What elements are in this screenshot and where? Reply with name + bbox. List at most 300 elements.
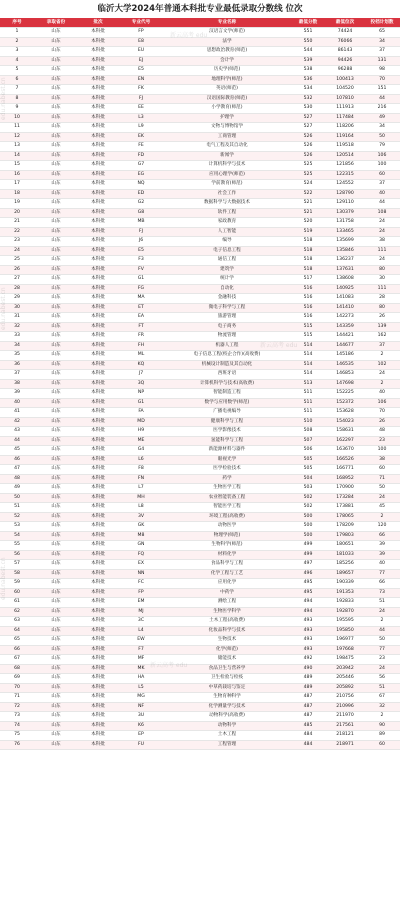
table-cell: 487 <box>290 702 326 712</box>
table-cell: L9 <box>118 123 164 133</box>
table-cell: 山东 <box>34 569 78 579</box>
table-cell: 147698 <box>326 379 364 389</box>
table-cell: 本科批 <box>78 246 118 256</box>
table-cell: 513 <box>290 379 326 389</box>
table-cell: F8 <box>118 465 164 475</box>
table-cell: 山东 <box>34 484 78 494</box>
table-cell: 山东 <box>34 731 78 741</box>
table-cell: 43 <box>0 427 34 437</box>
table-cell: G7 <box>118 161 164 171</box>
table-cell: 86143 <box>326 47 364 57</box>
table-cell: 2 <box>364 712 400 722</box>
table-row <box>0 113 400 123</box>
table-cell: 57 <box>0 560 34 570</box>
table-cell: 73 <box>0 712 34 722</box>
table-cell: 19 <box>0 199 34 209</box>
table-cell: 本科批 <box>78 398 118 408</box>
table-cell: G1 <box>118 275 164 285</box>
table-cell: 山东 <box>34 550 78 560</box>
table-cell: 96288 <box>326 66 364 76</box>
table-cell: 500 <box>290 522 326 532</box>
table-cell: 47 <box>0 465 34 475</box>
table-cell: F7 <box>118 645 164 655</box>
table-cell: 536 <box>290 75 326 85</box>
table-cell: 166526 <box>326 455 364 465</box>
table-cell: 518 <box>290 256 326 266</box>
table-row <box>0 322 400 332</box>
table-cell: 化学测量学与技术 <box>164 702 290 712</box>
table-cell: KQ <box>118 360 164 370</box>
table-cell: 山东 <box>34 664 78 674</box>
table-body <box>0 28 400 750</box>
table-cell: 本科批 <box>78 47 118 57</box>
table-row <box>0 446 400 456</box>
table-cell: 24 <box>0 246 34 256</box>
table-cell: 71 <box>0 693 34 703</box>
table-row <box>0 541 400 551</box>
column-header: 序号 <box>0 18 34 28</box>
table-cell: 广播电视编导 <box>164 408 290 418</box>
table-cell: 山东 <box>34 493 78 503</box>
table-cell: FJ <box>118 94 164 104</box>
table-row <box>0 484 400 494</box>
table-cell: 山东 <box>34 265 78 275</box>
table-cell: 7 <box>0 85 34 95</box>
table-cell: 216 <box>364 104 400 114</box>
table-cell: EP <box>118 731 164 741</box>
table-cell: 550 <box>290 37 326 47</box>
table-cell: 108 <box>364 208 400 218</box>
table-cell: 统计学 <box>164 275 290 285</box>
table-cell: 山东 <box>34 113 78 123</box>
table-cell: 524 <box>290 180 326 190</box>
table-cell: MK <box>118 664 164 674</box>
table-row <box>0 455 400 465</box>
table-cell: 山东 <box>34 142 78 152</box>
table-row <box>0 408 400 418</box>
table-cell: EM <box>118 598 164 608</box>
watermark-site: edu.nabest.cn <box>0 557 7 600</box>
table-cell: 55 <box>0 541 34 551</box>
table-cell: 530 <box>290 104 326 114</box>
table-row <box>0 265 400 275</box>
table-cell: 49 <box>0 484 34 494</box>
table-row <box>0 427 400 437</box>
table-cell: 133465 <box>326 227 364 237</box>
table-cell: 42 <box>0 417 34 427</box>
table-row <box>0 341 400 351</box>
table-cell: 本科批 <box>78 161 118 171</box>
column-header: 专业代号 <box>118 18 164 28</box>
table-cell: 489 <box>290 674 326 684</box>
table-cell: 80 <box>364 265 400 275</box>
table-cell: 文物与博物馆学 <box>164 123 290 133</box>
table-cell: 492 <box>290 655 326 665</box>
table-cell: 机器人工程 <box>164 341 290 351</box>
table-cell: 4 <box>0 56 34 66</box>
table-cell: 69 <box>0 674 34 684</box>
table-row <box>0 28 400 38</box>
table-cell: 山东 <box>34 427 78 437</box>
table-cell: 本科批 <box>78 218 118 228</box>
table-cell: 152225 <box>326 389 364 399</box>
table-cell: 18 <box>0 189 34 199</box>
table-cell: 56 <box>0 550 34 560</box>
table-cell: 24 <box>364 370 400 380</box>
table-cell: 本科批 <box>78 189 118 199</box>
table-row <box>0 132 400 142</box>
table-cell: 140925 <box>326 284 364 294</box>
table-cell: 493 <box>290 645 326 655</box>
table-cell: 37 <box>364 180 400 190</box>
table-cell: 106 <box>364 398 400 408</box>
table-row <box>0 161 400 171</box>
table-cell: 514 <box>290 351 326 361</box>
table-cell: 生物医学科学 <box>164 607 290 617</box>
table-cell: 30 <box>364 275 400 285</box>
table-cell: L7 <box>118 484 164 494</box>
table-cell: 本科批 <box>78 560 118 570</box>
table-cell: 本科批 <box>78 664 118 674</box>
table-cell: FD <box>118 151 164 161</box>
table-cell: MG <box>118 693 164 703</box>
table-cell: 144677 <box>326 341 364 351</box>
table-cell: 24 <box>364 218 400 228</box>
table-row <box>0 360 400 370</box>
table-cell: 本科批 <box>78 56 118 66</box>
table-cell: 护理学 <box>164 113 290 123</box>
table-cell: 山东 <box>34 721 78 731</box>
table-cell: 山东 <box>34 702 78 712</box>
table-row <box>0 256 400 266</box>
table-cell: 490 <box>290 664 326 674</box>
table-cell: 山东 <box>34 66 78 76</box>
table-row <box>0 389 400 399</box>
table-cell: 139 <box>364 322 400 332</box>
table-cell: 工商管理 <box>164 132 290 142</box>
table-row <box>0 417 400 427</box>
table-cell: 503 <box>290 484 326 494</box>
table-cell: FN <box>118 474 164 484</box>
table-row <box>0 683 400 693</box>
table-cell: G4 <box>118 446 164 456</box>
table-row <box>0 721 400 731</box>
table-cell: 本科批 <box>78 702 118 712</box>
table-cell: 本科批 <box>78 132 118 142</box>
table-cell: 117484 <box>326 113 364 123</box>
table-cell: 本科批 <box>78 275 118 285</box>
table-cell: 食品卫生与营养学 <box>164 664 290 674</box>
table-cell: 本科批 <box>78 322 118 332</box>
table-cell: 34 <box>0 341 34 351</box>
table-cell: M8 <box>118 531 164 541</box>
table-cell: 英语(师范) <box>164 85 290 95</box>
table-cell: 79 <box>364 142 400 152</box>
table-cell: 本科批 <box>78 28 118 38</box>
table-cell: 生物科学(师范) <box>164 541 290 551</box>
table-cell: 44 <box>364 626 400 636</box>
table-cell: 机械设计制造及其自动化 <box>164 360 290 370</box>
table-cell: 36 <box>0 360 34 370</box>
table-cell: 40 <box>364 389 400 399</box>
table-cell: 66 <box>0 645 34 655</box>
table-cell: 本科批 <box>78 389 118 399</box>
table-cell: 山东 <box>34 370 78 380</box>
table-cell: 49 <box>364 113 400 123</box>
table-cell: 山东 <box>34 47 78 57</box>
table-cell: 山东 <box>34 474 78 484</box>
table-cell: 516 <box>290 303 326 313</box>
table-cell: EG <box>118 170 164 180</box>
table-cell: 汉语国际教育(师范) <box>164 94 290 104</box>
table-row <box>0 151 400 161</box>
watermark-site: edu.nabest.cn <box>0 77 7 120</box>
table-row <box>0 142 400 152</box>
table-row <box>0 94 400 104</box>
table-cell: L4 <box>118 626 164 636</box>
table-row <box>0 617 400 627</box>
table-cell: 通信工程 <box>164 256 290 266</box>
table-cell: 本科批 <box>78 436 118 446</box>
table-cell: 44 <box>364 199 400 209</box>
table-cell: 物流管理 <box>164 332 290 342</box>
table-cell: 189657 <box>326 569 364 579</box>
table-cell: 534 <box>290 85 326 95</box>
table-cell: 23 <box>364 436 400 446</box>
table-cell: 29 <box>0 294 34 304</box>
table-cell: 本科批 <box>78 256 118 266</box>
table-cell: 本科批 <box>78 170 118 180</box>
table-cell: 493 <box>290 617 326 627</box>
table-cell: 材料化学 <box>164 550 290 560</box>
table-cell: 521 <box>290 199 326 209</box>
table-cell: 本科批 <box>78 626 118 636</box>
table-cell: 环境工程(高收费) <box>164 512 290 522</box>
table-cell: 516 <box>290 284 326 294</box>
table-cell: EW <box>118 636 164 646</box>
table-cell: G2 <box>118 199 164 209</box>
table-row <box>0 275 400 285</box>
table-cell: FE <box>118 142 164 152</box>
table-cell: 70 <box>0 683 34 693</box>
table-cell: 本科批 <box>78 598 118 608</box>
table-cell: L5 <box>118 683 164 693</box>
table-cell: 168952 <box>326 474 364 484</box>
table-cell: 山东 <box>34 161 78 171</box>
table-cell: FT <box>118 322 164 332</box>
table-cell: 山东 <box>34 56 78 66</box>
table-cell: 本科批 <box>78 237 118 247</box>
table-cell: 489 <box>290 683 326 693</box>
table-cell: 32 <box>364 702 400 712</box>
table-cell: 45 <box>364 503 400 513</box>
table-cell: 111 <box>364 284 400 294</box>
table-cell: 539 <box>290 56 326 66</box>
table-row <box>0 436 400 446</box>
table-cell: 24 <box>364 227 400 237</box>
table-row <box>0 569 400 579</box>
table-header-row <box>0 18 400 28</box>
table-cell: 山东 <box>34 180 78 190</box>
table-cell: 历史学(师范) <box>164 66 290 76</box>
table-cell: 106 <box>364 151 400 161</box>
table-cell: 农业智能装备工程 <box>164 493 290 503</box>
table-cell: MH <box>118 493 164 503</box>
table-cell: 107810 <box>326 94 364 104</box>
table-cell: 75 <box>0 731 34 741</box>
table-row <box>0 645 400 655</box>
table-cell: 药学 <box>164 474 290 484</box>
table-cell: 山东 <box>34 617 78 627</box>
table-cell: 眼视光学 <box>164 455 290 465</box>
table-cell: 生物技术 <box>164 636 290 646</box>
table-cell: 本科批 <box>78 303 118 313</box>
table-cell: MF <box>118 655 164 665</box>
table-cell: 38 <box>0 379 34 389</box>
table-cell: 218971 <box>326 740 364 750</box>
table-cell: 26 <box>364 417 400 427</box>
table-cell: 507 <box>290 436 326 446</box>
table-row <box>0 522 400 532</box>
table-cell: 508 <box>290 427 326 437</box>
table-cell: EK <box>118 132 164 142</box>
table-cell: 西班牙语 <box>164 370 290 380</box>
table-cell: 15 <box>0 161 34 171</box>
column-header: 录取省份 <box>34 18 78 28</box>
table-cell: 146535 <box>326 360 364 370</box>
table-cell: 化学(师范) <box>164 645 290 655</box>
table-cell: 山东 <box>34 598 78 608</box>
table-row <box>0 465 400 475</box>
table-cell: 502 <box>290 503 326 513</box>
table-cell: 山东 <box>34 683 78 693</box>
table-cell: 智能制造工程 <box>164 389 290 399</box>
table-cell: 514 <box>290 370 326 380</box>
table-cell: 本科批 <box>78 721 118 731</box>
table-cell: 526 <box>290 151 326 161</box>
watermark-brand: 新云高考 edu <box>150 662 188 669</box>
table-row <box>0 474 400 484</box>
table-cell: 44 <box>364 94 400 104</box>
table-cell: 山东 <box>34 436 78 446</box>
table-cell: 本科批 <box>78 180 118 190</box>
table-cell: 计算机科学与技术 <box>164 161 290 171</box>
table-cell: 52 <box>0 512 34 522</box>
table-cell: 30 <box>0 303 34 313</box>
table-cell: 山东 <box>34 522 78 532</box>
table-row <box>0 123 400 133</box>
table-cell: 医学影像技术 <box>164 427 290 437</box>
table-cell: 2 <box>364 379 400 389</box>
table-row <box>0 636 400 646</box>
table-cell: 66 <box>364 579 400 589</box>
table-cell: 76066 <box>326 37 364 47</box>
table-cell: 522 <box>290 189 326 199</box>
table-cell: 179803 <box>326 531 364 541</box>
table-cell: 编导 <box>164 237 290 247</box>
table-cell: 储能技术 <box>164 655 290 665</box>
table-cell: 本科批 <box>78 740 118 750</box>
table-row <box>0 579 400 589</box>
table-cell: 电子信息工程(校企合作)(高收费) <box>164 351 290 361</box>
table-cell: H9 <box>118 427 164 437</box>
table-cell: 122315 <box>326 170 364 180</box>
table-cell: 本科批 <box>78 408 118 418</box>
table-cell: 56 <box>364 674 400 684</box>
table-cell: MJ <box>118 607 164 617</box>
table-cell: 山东 <box>34 275 78 285</box>
table-cell: 137631 <box>326 265 364 275</box>
table-row <box>0 379 400 389</box>
table-cell: 80 <box>364 303 400 313</box>
table-cell: 111913 <box>326 104 364 114</box>
table-cell: 食品科学与工程 <box>164 560 290 570</box>
table-cell: 59 <box>0 579 34 589</box>
table-cell: 499 <box>290 550 326 560</box>
table-cell: 法学 <box>164 37 290 47</box>
table-cell: 山东 <box>34 541 78 551</box>
table-cell: FJ <box>118 227 164 237</box>
table-cell: 76 <box>0 740 34 750</box>
table-cell: FK <box>118 85 164 95</box>
table-cell: 山东 <box>34 237 78 247</box>
table-cell: 37 <box>364 341 400 351</box>
table-cell: 27 <box>0 275 34 285</box>
table-cell: J7 <box>118 370 164 380</box>
table-cell: 494 <box>290 598 326 608</box>
table-cell: 山东 <box>34 360 78 370</box>
table-cell: 518 <box>290 237 326 247</box>
table-cell: 14 <box>0 151 34 161</box>
table-row <box>0 664 400 674</box>
table-cell: 111 <box>364 246 400 256</box>
table-cell: 本科批 <box>78 417 118 427</box>
table-cell: 山东 <box>34 303 78 313</box>
table-cell: 本科批 <box>78 85 118 95</box>
table-cell: 74 <box>0 721 34 731</box>
table-cell: 山东 <box>34 104 78 114</box>
table-cell: 44 <box>0 436 34 446</box>
table-cell: 本科批 <box>78 427 118 437</box>
table-cell: 本科批 <box>78 693 118 703</box>
table-cell: 196977 <box>326 636 364 646</box>
table-cell: 34 <box>364 123 400 133</box>
table-cell: 山东 <box>34 199 78 209</box>
table-cell: 525 <box>290 161 326 171</box>
table-cell: 521 <box>290 208 326 218</box>
table-cell: 154023 <box>326 417 364 427</box>
table-cell: 40 <box>0 398 34 408</box>
table-cell: 电子商务 <box>164 322 290 332</box>
table-cell: 89 <box>364 731 400 741</box>
table-cell: 本科批 <box>78 104 118 114</box>
table-cell: 203942 <box>326 664 364 674</box>
table-cell: 建筑学 <box>164 265 290 275</box>
table-row <box>0 208 400 218</box>
table-cell: EN <box>118 75 164 85</box>
table-cell: 38 <box>364 237 400 247</box>
table-cell: EU <box>118 47 164 57</box>
table-cell: 会计学 <box>164 56 290 66</box>
table-row <box>0 284 400 294</box>
table-cell: 28 <box>0 284 34 294</box>
table-cell: 本科批 <box>78 493 118 503</box>
table-cell: 本科批 <box>78 465 118 475</box>
table-cell: 28 <box>364 294 400 304</box>
table-cell: 山东 <box>34 588 78 598</box>
table-cell: 60 <box>364 740 400 750</box>
table-cell: 数据科学与大数据技术 <box>164 199 290 209</box>
